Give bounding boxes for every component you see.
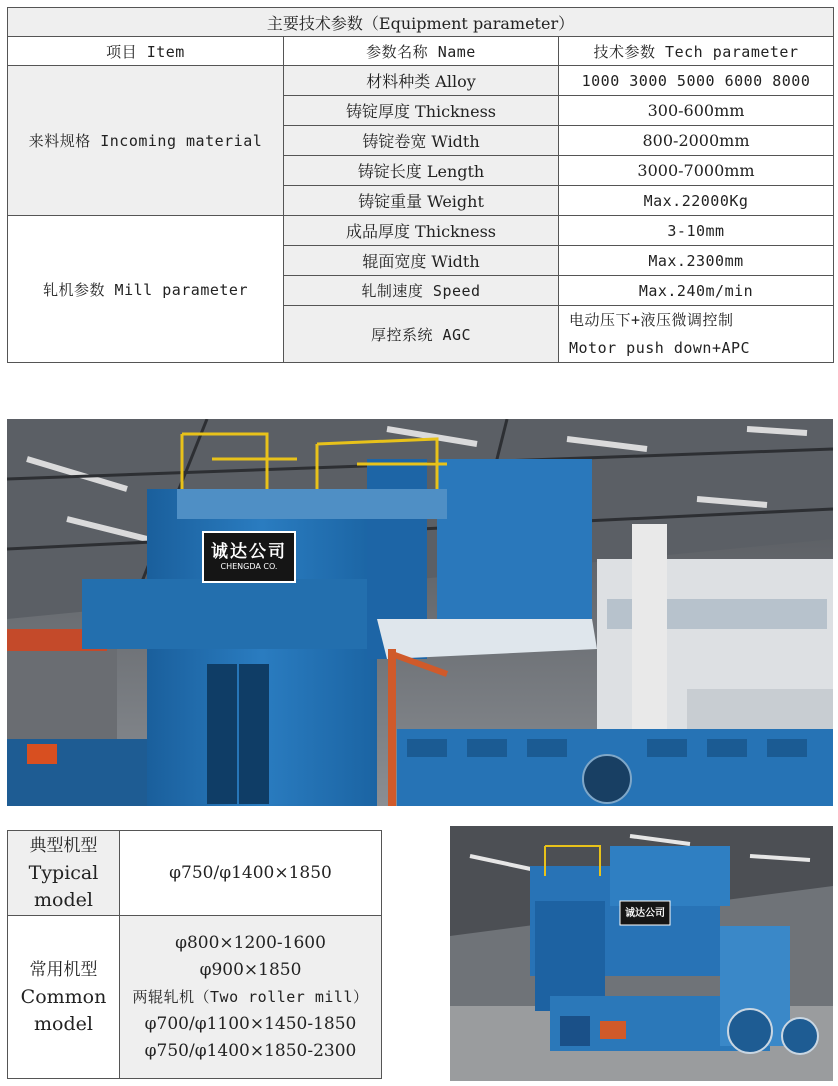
table-row: [8, 916, 382, 1079]
typical-label-en1: Typical: [28, 861, 99, 884]
common-value: 两辊轧机（Two roller mill）: [132, 987, 369, 1006]
table-row: [8, 216, 834, 246]
param-name: 铸锭长度 Length: [284, 156, 559, 186]
param-name: 铸锭厚度 Thickness: [284, 96, 559, 126]
param-value: Max.22000Kg: [559, 186, 834, 216]
common-value: φ700/φ1100×1450-1850: [144, 1013, 357, 1034]
param-name: 成品厚度 Thickness: [284, 216, 559, 246]
typical-model-label: [8, 831, 120, 916]
mill-line-photo: [450, 826, 833, 1081]
company-sign-cn: 诚达公司: [211, 542, 287, 562]
param-value: Max.2300mm: [559, 246, 834, 276]
param-name: 厚控系统 AGC: [284, 306, 559, 363]
param-name: 铸锭重量 Weight: [284, 186, 559, 216]
param-name: 材料种类 Alloy: [284, 66, 559, 96]
table-row: [8, 66, 834, 96]
column-header-tech: 技术参数 Tech parameter: [559, 37, 834, 66]
param-value: 3000-7000mm: [559, 156, 834, 186]
common-value: φ900×1850: [199, 959, 302, 980]
common-label-en1: Common: [20, 985, 107, 1008]
typical-model-value: φ750/φ1400×1850: [120, 831, 382, 916]
small-photo-sign: 诚达公司: [625, 908, 665, 919]
equipment-parameter-table: [7, 7, 834, 363]
group-label-incoming: 来料规格 Incoming material: [8, 66, 284, 216]
param-value: Max.240m/min: [559, 276, 834, 306]
param-name: 铸锭卷宽 Width: [284, 126, 559, 156]
param-value-agc: [559, 306, 834, 363]
rolling-mill-illustration: [7, 419, 833, 806]
table-title: 主要技术参数（Equipment parameter）: [8, 8, 834, 37]
common-model-values: [120, 916, 382, 1079]
common-label-en2: model: [34, 1012, 93, 1035]
company-sign-en: CHENGDA CO.: [220, 562, 278, 571]
mill-line-illustration: [450, 826, 833, 1081]
typical-label-en2: model: [34, 888, 93, 911]
common-value: φ800×1200-1600: [175, 932, 326, 953]
agc-value-en: Motor push down+APC: [569, 339, 751, 357]
column-header-item: 项目 Item: [8, 37, 284, 66]
param-value: 800-2000mm: [559, 126, 834, 156]
model-table: [7, 830, 382, 1079]
param-value: 1000 3000 5000 6000 8000: [559, 66, 834, 96]
agc-value-cn: 电动压下+液压微调控制: [569, 311, 734, 329]
column-header-name: 参数名称 Name: [284, 37, 559, 66]
param-name: 辊面宽度 Width: [284, 246, 559, 276]
typical-label-cn: 典型机型: [29, 835, 98, 856]
common-model-label: [8, 916, 120, 1079]
group-label-mill: 轧机参数 Mill parameter: [8, 216, 284, 363]
table-row: [8, 831, 382, 916]
common-value: φ750/φ1400×1850-2300: [144, 1040, 357, 1061]
param-value: 300-600mm: [559, 96, 834, 126]
rolling-mill-photo: [7, 419, 833, 806]
param-name: 轧制速度 Speed: [284, 276, 559, 306]
param-value: 3-10mm: [559, 216, 834, 246]
common-label-cn: 常用机型: [29, 959, 98, 980]
